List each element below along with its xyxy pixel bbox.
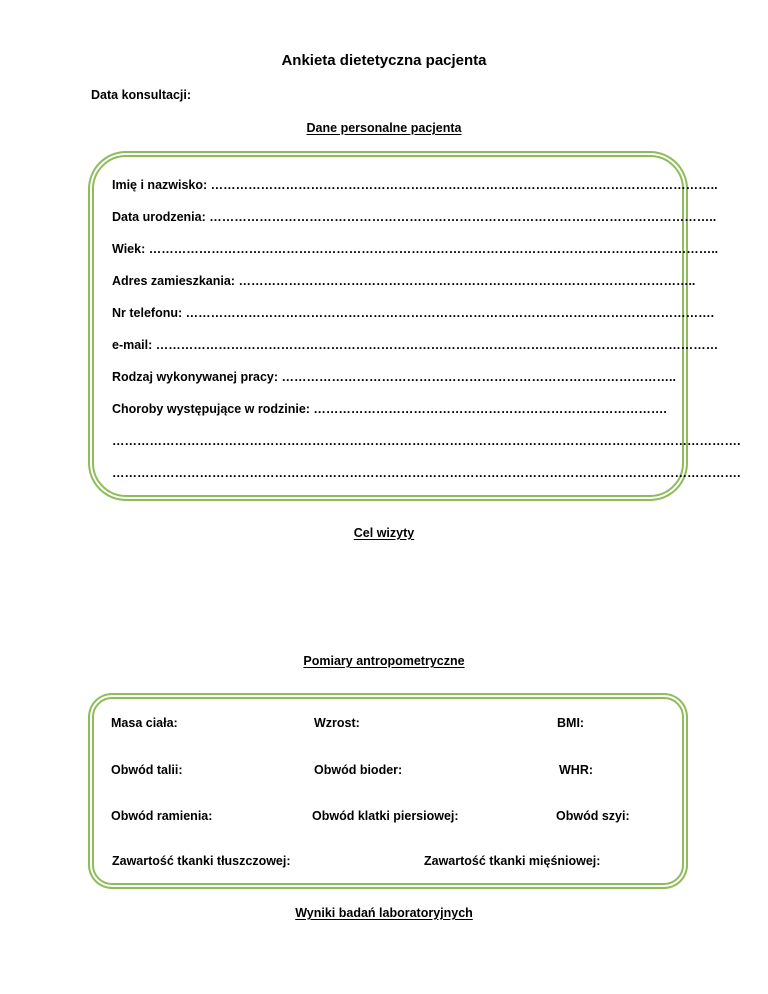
bmi-label: BMI: xyxy=(557,716,585,730)
age-field[interactable]: Wiek: ……………………………………………………………………………………………………………………….. xyxy=(112,242,719,256)
lab-results-heading: Wyniki badań laboratoryjnych xyxy=(295,906,473,920)
visit-goal-area[interactable] xyxy=(92,548,680,648)
family-diseases-field[interactable]: Choroby występujące w rodzinie: …………………………………………………………………………. xyxy=(112,402,667,416)
consultation-date-label: Data konsultacji: xyxy=(91,88,192,102)
personal-data-box xyxy=(92,155,741,497)
body-fat-label: Zawartość tkanki tłuszczowej: xyxy=(112,854,291,868)
phone-field[interactable]: Nr telefonu: ………………………………………………………………………………………………………………. xyxy=(112,306,715,320)
height-label: Wzrost: xyxy=(314,716,360,730)
personal-data-heading: Dane personalne pacjenta xyxy=(306,121,462,135)
visit-goal-heading: Cel wizyty xyxy=(353,526,415,540)
family-diseases-line-3[interactable]: ……………………………………………………………………………………………………………………………………. xyxy=(112,466,741,480)
hip-circumference-label: Obwód bioder: xyxy=(314,763,403,777)
birth-date-field[interactable]: Data urodzenia: ………………………………………………………………………………………………………….. xyxy=(112,210,717,224)
body-mass-label: Masa ciała: xyxy=(111,716,178,730)
family-diseases-line-2[interactable]: ……………………………………………………………………………………………………………………………………. xyxy=(112,434,741,448)
anthropometry-heading: Pomiary antropometryczne xyxy=(303,654,465,668)
chest-circumference-label: Obwód klatki piersiowej: xyxy=(312,809,459,823)
whr-label: WHR: xyxy=(559,763,594,777)
arm-circumference-label: Obwód ramienia: xyxy=(111,809,213,823)
occupation-field[interactable]: Rodzaj wykonywanej pracy: ………………………………………………………………………………….. xyxy=(112,370,676,384)
neck-circumference-label: Obwód szyi: xyxy=(556,809,630,823)
muscle-mass-label: Zawartość tkanki mięśniowej: xyxy=(424,854,601,868)
address-field[interactable]: Adres zamieszkania: ……………………………………………………………………………………………….. xyxy=(112,274,696,288)
email-field[interactable]: e-mail: ……………………………………………………………………………………………………………………… xyxy=(112,338,719,352)
form-title: Ankieta dietetyczna pacjenta xyxy=(281,52,487,69)
full-name-field[interactable]: Imię i nazwisko: ………………………………………………………………………………………………………….. xyxy=(112,178,718,192)
anthropometry-box xyxy=(92,697,684,885)
waist-circumference-label: Obwód talii: xyxy=(111,763,183,777)
